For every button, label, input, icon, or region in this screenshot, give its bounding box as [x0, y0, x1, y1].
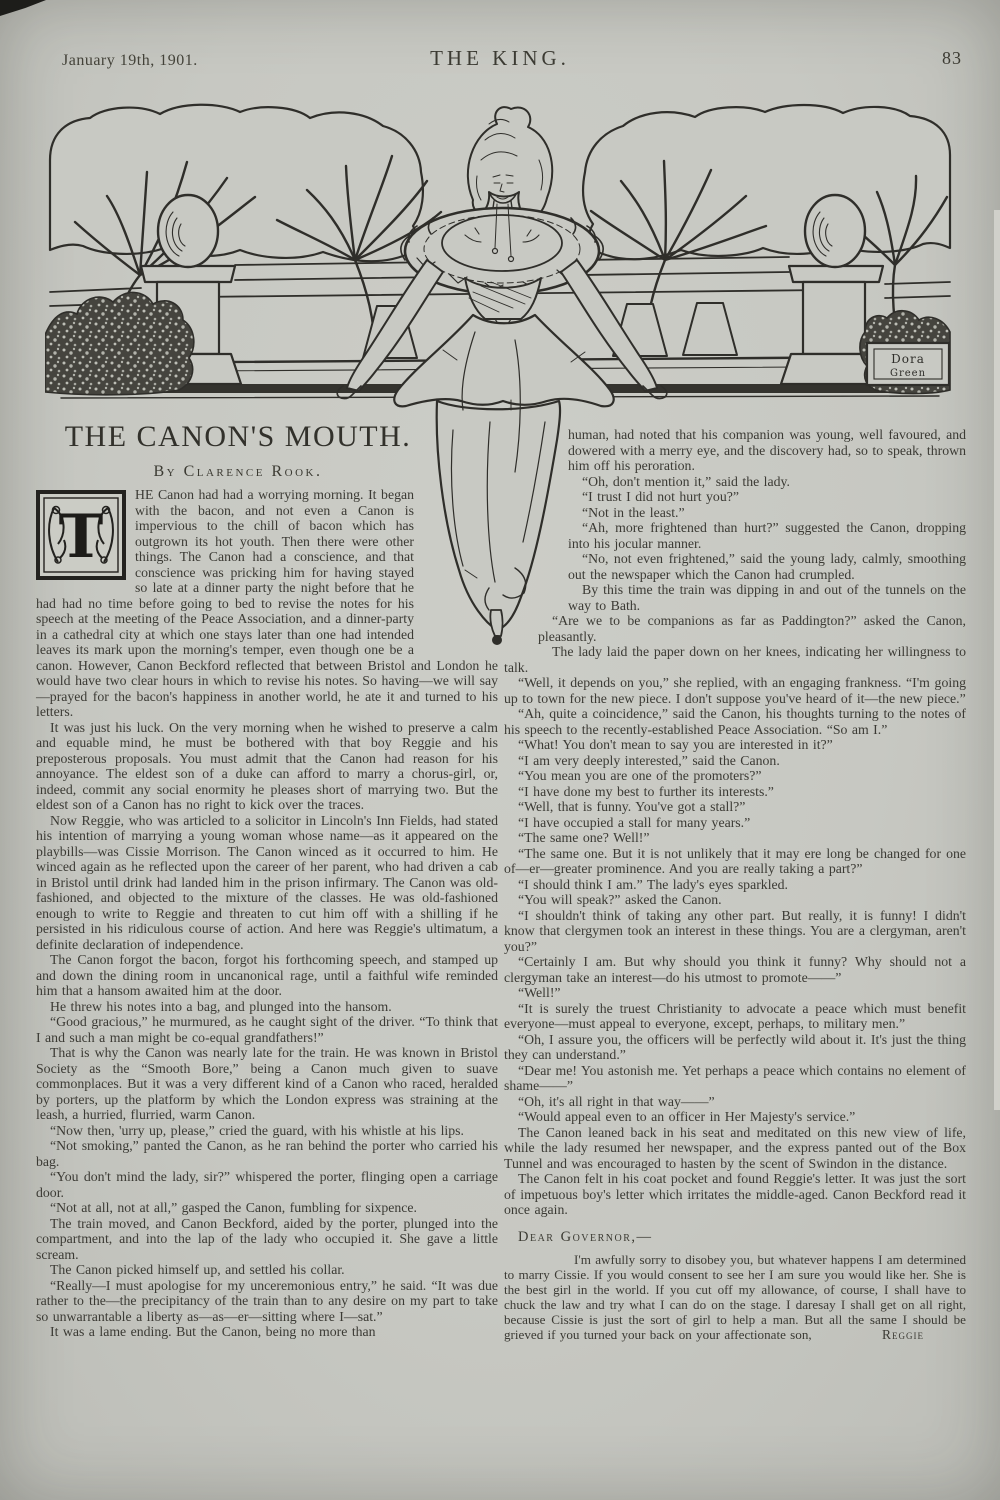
artist-signature	[867, 343, 949, 385]
paragraph: “I should think I am.” The lady's eyes sparkled.	[518, 876, 789, 892]
paragraph: It was a lame ending. But the Canon, being no more than	[50, 1324, 376, 1339]
svg-text:Dora: Dora	[891, 352, 925, 366]
paragraph: It was just his luck. On the very morning when he wished to preserve a calm and equable mind, he must be bothered with that boy Reggie and his preposterous proposals. You must admit that the Canon had reason for his annoyance. The eldest son of a duke can afford to marry a chorus-girl, or, indeed, commit any social enormity he pleases short of marrying two. But the eldest son of a Canon has no right to kick over the traces.	[36, 719, 498, 812]
paragraph: “Now then, 'urry up, please,” cried the guard, with his whistle at his lips.	[50, 1122, 464, 1138]
paragraph: “What! You don't mean to say you are interested in it?”	[518, 737, 833, 752]
paragraph: “You will speak?” asked the Canon.	[518, 892, 722, 907]
paragraph: “It is surely the truest Christianity to advocate a peace which must benefit everyone—must appeal to everyone, except, perhaps, to military men.”	[504, 1000, 966, 1031]
letter-body	[504, 1252, 966, 1343]
article-byline: By Clarence Rook.	[153, 463, 323, 480]
masthead: THE KING.	[430, 46, 570, 70]
scan-edge-light	[994, 210, 1000, 1110]
paragraph: By this time the train was dipping in and out of the tunnels on the way to Bath.	[568, 582, 966, 613]
paragraph: “Well!”	[518, 985, 561, 1000]
paragraph: “I am very deeply interested,” said the Canon.	[518, 752, 780, 768]
reggies-letter	[504, 1230, 966, 1343]
paragraph: “I have done my best to further its interests.”	[518, 783, 774, 799]
paragraph: The lady laid the paper down on her knees, indicating her willingness to talk.	[504, 644, 966, 675]
scan-corner-mark	[0, 0, 46, 16]
left-column	[36, 487, 498, 1500]
paragraph: “No, not even frightened,” said the young lady, calmly, smoothing out the newspaper which the Canon had crumpled.	[568, 551, 966, 582]
paragraph: “Ah, more frightened than hurt?” suggested the Canon, dropping into his jocular manner.	[568, 520, 966, 551]
paragraph: “You mean you are one of the promoters?”	[518, 768, 762, 783]
paragraph: “Oh, don't mention it,” said the lady.	[582, 473, 790, 489]
letter-body-text: I'm awfully sorry to disobey you, but whatever happens I am determined to marry Cissie. If you would consent to see her I am sure you would like her. She is the best girl in the world. If you cut off my allowance, of course, I shall have to chuck the law and try what I can do on the stage. I daresay I shall get on all right, because Cissie is just the sort of girl to help a man. But all the same I should be grieved if you turned your back on your affectionate son,	[504, 1252, 966, 1343]
paragraph: The Canon picked himself up, and settled his collar.	[50, 1262, 345, 1277]
page-number: 83	[942, 48, 962, 68]
paragraph: “I trust I did not hurt you?”	[582, 489, 739, 504]
paragraph: “Oh, it's all right in that way——”	[518, 1093, 715, 1109]
paragraph: He threw his notes into a bag, and plunged into the hansom.	[50, 998, 392, 1014]
paragraph: “Good gracious,” he murmured, as he caught sight of the driver. “To think that I and such a man might be co-equal grandfathers!”	[36, 1014, 498, 1045]
paragraph: “Well, that is funny. You've got a stall?”	[518, 799, 746, 814]
paragraph: “Well, it depends on you,” she replied, with an engaging frankness. “I'm going up to town for the new piece. I don't suppose you've heard of it—the new piece.”	[504, 675, 966, 706]
paragraph: “The same one. But it is not unlikely that it may ere long be changed for one of—er—greater prominence. And you are really taking a part?”	[504, 845, 966, 876]
paragraph: HE Canon had had a worrying morning. It began with the bacon, and not even a Canon is impervious to the chill of bacon which has outgrown its hot youth. Then there were other things. The Canon had a conscience, and that conscience was pricking him for having stayed so late at a dinner party the night before that he had had no time before going to bed to revise the notes for his speech at the meeting of the Peace Association, and a dinner-party in a cathedral city at which one stays later than one had intended leaves its mark upon the morning's temper, even though one be a canon. However, Canon Beckford reflected that between Bristol and London he would have two clear hours in which to revise his notes. So having—we will say—prayed for the bacon's happiness in another world, he ate it and turned to his letters.	[36, 487, 498, 719]
paragraph: “Are we to be companions as far as Paddington?” asked the Canon, pleasantly.	[538, 613, 966, 644]
left-bush	[45, 292, 194, 394]
svg-text:T: T	[58, 502, 104, 572]
issue-date: January 19th, 1901.	[62, 52, 198, 69]
right-column	[504, 427, 966, 1500]
illustration-wrap-spacer	[414, 487, 498, 645]
paragraph: “Not at all, not at all,” gasped the Canon, fumbling for sixpence.	[50, 1200, 417, 1215]
paragraph: “Dear me! You astonish me. Yet perhaps a peace which contains no element of shame——”	[504, 1062, 966, 1093]
paragraph: “Ah, quite a coincidence,” said the Canon, his thoughts turning to the notes of his speech to the recently-established Peace Association. “So am I.”	[504, 706, 966, 737]
svg-text:Green: Green	[889, 368, 927, 379]
ornamental-drop-cap	[36, 490, 126, 580]
letter-salutation: Dear Governor,—	[518, 1228, 653, 1245]
paragraph: “Would appeal even to an officer in Her Majesty's service.”	[518, 1109, 856, 1124]
article-title: THE CANON'S MOUTH.	[64, 420, 412, 453]
paragraph: “I shouldn't think of taking any other part. But really, it is funny! I didn't know that clergymen took an interest in these things. You are a clergyman, aren't you?”	[504, 907, 966, 954]
paragraph: Now Reggie, who was articled to a solicitor in Lincoln's Inn Fields, had stated his intention of marrying a young woman whose name—as it appeared on the playbills—was Cissie Morrison. The Canon winced as it occurred to him. He winced again as he reflected upon the career of her parent, who had driven a cab in Bristol until drink had landed him in the prison infirmary. The Canon was old-fashioned, and objected to the mixture of the classes. He was old-fashioned enough to write to Reggie and threaten to cut him off with a shilling if he persisted in his ridiculous course of action. And here was Reggie's ultimatum, a definite declaration of independence.	[36, 812, 498, 952]
paragraph: The Canon leaned back in his seat and meditated on this new view of life, while the lady resumed her newspaper, and the express panted out of the Box Tunnel and was encouraged to hasten by the scent of Swindon in the distance.	[504, 1124, 966, 1171]
illustration-wrap-spacer	[504, 427, 568, 607]
paragraph: “Not in the least.”	[582, 504, 685, 520]
paragraph: That is why the Canon was nearly late for the train. He was known in Bristol Society as the “Smooth Bore,” being a Canon much given to suave commonplaces. But it was a very different kind of a Canon who raced, heralded by porters, up the platform by which the London express was straining at the leash, a hurried, flurried, warm Canon.	[36, 1045, 498, 1122]
letter-signature: Reggie	[882, 1327, 924, 1343]
paragraph: “I have occupied a stall for many years.”	[518, 814, 751, 830]
paragraph: The Canon forgot the bacon, forgot his forthcoming speech, and stamped up and down the dining room in uncanonical rage, until a faithful wife reminded him that a hansom awaited him at the door.	[36, 952, 498, 998]
paragraph: “Not smoking,” panted the Canon, as he ran behind the porter who carried his bag.	[36, 1138, 498, 1169]
paragraph: The Canon felt in his coat pocket and found Reggie's letter. It was just the sort of impetuous boy's letter which irritates the middle-aged. Canon Beckford read it once again.	[504, 1171, 966, 1217]
paragraph: “You don't mind the lady, sir?” whispered the porter, flinging open a carriage door.	[36, 1169, 498, 1200]
paragraph: “Oh, I assure you, the officers will be perfectly wild about it. It's just the thing they can understand.”	[504, 1031, 966, 1062]
paragraph: The train moved, and Canon Beckford, aided by the porter, plunged into the compartment, and into the lap of the lady who occupied it. She gave a little scream.	[36, 1215, 498, 1262]
paragraph: “The same one? Well!”	[518, 830, 650, 845]
paragraph: human, had noted that his companion was young, well favoured, and dowered with a merry eye, and the discovery had, so to speak, thrown him off his peroration.	[568, 427, 966, 473]
illustration-wrap-spacer	[504, 607, 538, 651]
paragraph: “Really—I must apologise for my unceremonious entry,” he said. “It was due rather to the—the precipitancy of the train than to any desire on my part to take so unwarrantable a liberty as—as—er—sitting where I—sat.”	[36, 1277, 498, 1324]
paragraph: “Certainly I am. But why should you think it funny? Why should not a clergyman take an interest—do his utmost to promote——”	[504, 954, 966, 985]
